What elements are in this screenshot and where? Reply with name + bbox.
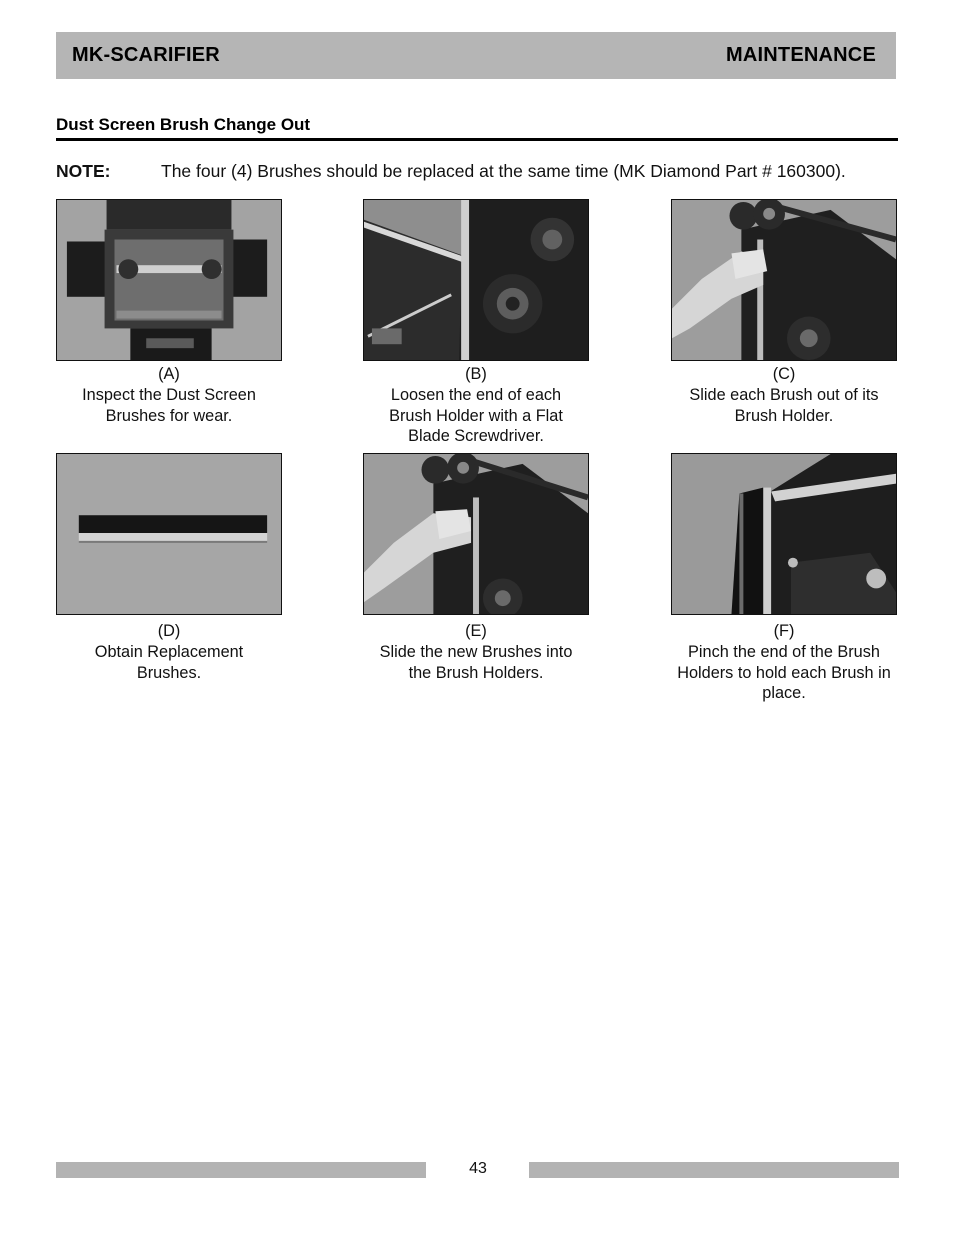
figure-d-caption	[54, 621, 284, 683]
figure-e-photo	[363, 453, 589, 615]
figure-d-photo	[56, 453, 282, 615]
figure-f-photo	[671, 453, 897, 615]
header-section-title: MAINTENANCE	[726, 44, 876, 66]
figure-b-photo	[363, 199, 589, 361]
figure-c-line-2: Brush Holder.	[734, 406, 834, 425]
figure-d-letter: (D)	[157, 622, 181, 640]
figure-e-line-2: the Brush Holders.	[408, 663, 544, 682]
section-title: Dust Screen Brush Change Out	[56, 115, 311, 134]
footer-bar-right	[529, 1162, 899, 1178]
figure-c-photo	[671, 199, 897, 361]
figure-b-line-1: Loosen the end of each	[390, 385, 562, 404]
figure-f-line-2: Holders to hold each Brush in	[677, 663, 891, 682]
figure-f-line-1: Pinch the end of the Brush	[688, 642, 880, 661]
figure-f-caption	[669, 621, 899, 704]
figure-b-line-3: Blade Screwdriver.	[408, 427, 544, 446]
header-product-title: MK-SCARIFIER	[72, 44, 220, 66]
figure-a-line-2: Brushes for wear.	[105, 406, 233, 425]
page-number: 43	[469, 1160, 487, 1177]
figure-d-line-1: Obtain Replacement	[94, 642, 244, 661]
figure-c-line-1: Slide each Brush out of its	[689, 385, 879, 404]
figure-a-photo	[56, 199, 282, 361]
figure-f-letter: (F)	[773, 622, 795, 640]
figure-b-caption	[361, 364, 591, 447]
figure-a-line-1: Inspect the Dust Screen	[82, 385, 256, 404]
figure-c-letter: (C)	[772, 365, 796, 383]
figure-e-caption	[361, 621, 591, 683]
figure-b-letter: (B)	[465, 365, 487, 383]
figure-e-letter: (E)	[465, 622, 487, 640]
figure-a-letter: (A)	[158, 365, 180, 383]
figure-e-line-1: Slide the new Brushes into	[379, 642, 573, 661]
figure-f-line-3: place.	[762, 684, 806, 703]
figure-d-line-2: Brushes.	[136, 663, 202, 682]
note-label: NOTE:	[56, 161, 111, 181]
figure-c-caption	[669, 364, 899, 426]
figure-b-line-2: Brush Holder with a Flat	[389, 406, 563, 425]
note-text: The four (4) Brushes should be replaced at the same time (MK Diamond Part # 160300).	[161, 161, 846, 181]
figure-a-caption	[54, 364, 284, 426]
header-bar	[56, 32, 896, 79]
footer-bar-left	[56, 1162, 426, 1178]
section-divider	[56, 138, 898, 141]
